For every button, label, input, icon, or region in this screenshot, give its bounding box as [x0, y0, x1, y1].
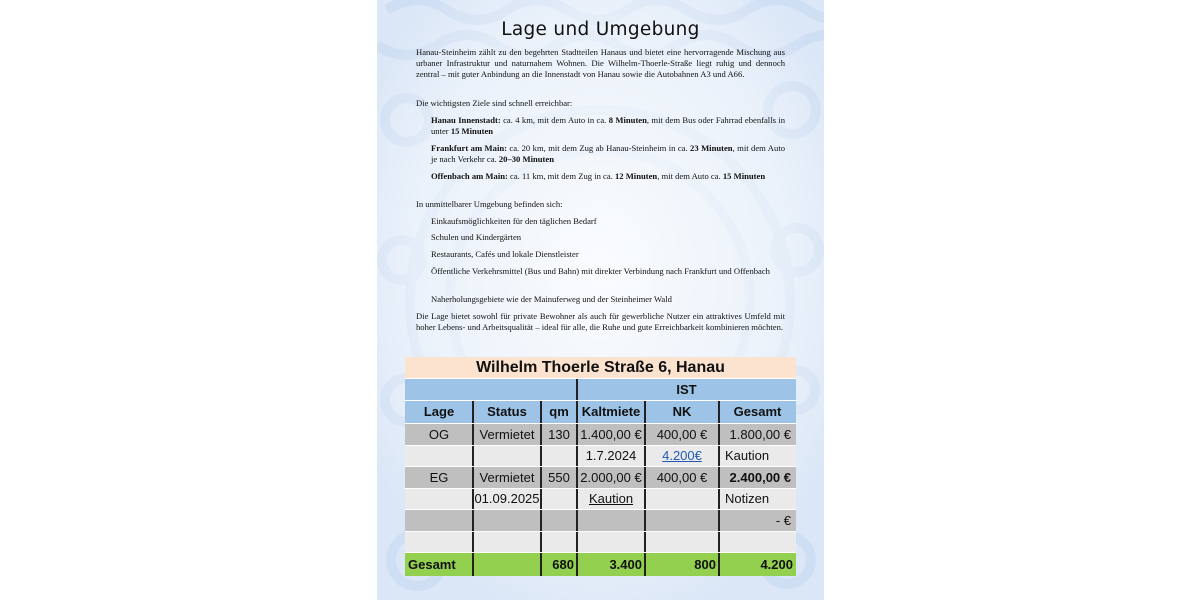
table-cell: 1.800,00 €: [719, 423, 796, 445]
table-header-cell: NK: [645, 400, 719, 423]
table-cell: [405, 445, 473, 466]
table-cell: 130: [541, 423, 577, 445]
table-cell: Kaution: [577, 488, 645, 509]
table-cell: 400,00 €: [645, 423, 719, 445]
destination-time: 8 Minuten: [608, 115, 647, 125]
table-cell: 01.09.2025: [473, 488, 541, 509]
table-cell: - €: [719, 509, 796, 531]
destination-name: Offenbach am Main:: [431, 171, 508, 181]
destination-time: 23 Minuten: [690, 143, 733, 153]
intro-paragraph: Hanau-Steinheim zählt zu den begehrten Stadtteilen Hanaus und bietet eine hervorragende Mischung aus urbaner Infrastruktur und naturnahem Wohnen. Die Wilhelm-Thoerle-Straße liegt ruhig und dennoch zentral – mit guter Anbindung an die Innenstadt von Hanau sowie die Autobahnen A3 und A66.: [416, 47, 785, 80]
table-cell: [473, 445, 541, 466]
table-cell: 400,00 €: [645, 466, 719, 488]
destination-name: Hanau Innenstadt:: [431, 115, 501, 125]
destination-name: Frankfurt am Main:: [431, 143, 507, 153]
table-header-cell: Lage: [405, 400, 473, 423]
destination-text: ca. 4 km, mit dem Auto in ca.: [500, 115, 609, 125]
page-title: Lage und Umgebung: [501, 19, 700, 40]
table-total-cell: 800: [645, 552, 719, 576]
table-cell: [405, 509, 473, 531]
table-total-cell: 680: [541, 552, 577, 576]
table-total-cell: [473, 552, 541, 576]
table-header-cell: qm: [541, 400, 577, 423]
table-cell: 2.400,00 €: [719, 466, 796, 488]
table-row-divider: [405, 423, 796, 424]
table-cell: 1.400,00 €: [577, 423, 645, 445]
destination-hanau: [431, 115, 785, 137]
table-total-cell: 3.400: [577, 552, 645, 576]
table-cell: [719, 531, 796, 552]
table-cell: EG: [405, 466, 473, 488]
destination-time: 15 Minuten: [450, 126, 494, 137]
table-row-divider: [405, 488, 796, 489]
table-cell: 2.000,00 €: [577, 466, 645, 488]
table-cell: [541, 509, 577, 531]
table-cell: 550: [541, 466, 577, 488]
surroundings-heading: In unmittelbarer Umgebung befinden sich:: [416, 199, 563, 209]
table-cell: [577, 531, 645, 552]
table-cell: [405, 488, 473, 509]
surroundings-item: Naherholungsgebiete wie der Mainuferweg und der Steinheimer Wald: [431, 294, 672, 304]
table-title: Wilhelm Thoerle Straße 6, Hanau: [405, 357, 796, 378]
table-cell: [645, 509, 719, 531]
table-cell: [405, 531, 473, 552]
table-cell: [541, 445, 577, 466]
surroundings-item: Schulen und Kindergärten: [431, 232, 522, 242]
table-cell: Kaution: [719, 445, 796, 466]
destination-text: ca. 11 km, mit dem Zug in ca.: [507, 171, 615, 181]
table-cell: [473, 509, 541, 531]
table-row-divider: [405, 531, 796, 532]
table-row-divider: [405, 400, 796, 401]
table-cell[interactable]: 4.200€: [645, 445, 719, 466]
table-cell: [645, 531, 719, 552]
table-row-divider: [405, 466, 796, 467]
destination-text: , mit dem Auto ca.: [657, 171, 723, 181]
table-cell: Vermietet: [473, 466, 541, 488]
destination-text: , mit dem Auto je nach Verkehr ca.: [431, 143, 785, 165]
destination-time: 15 Minuten: [722, 171, 766, 181]
table-row-divider: [405, 378, 796, 379]
document-page: [377, 0, 824, 600]
table-header-cell: Status: [473, 400, 541, 423]
table-total-cell: Gesamt: [405, 552, 473, 576]
closing-paragraph: Die Lage bietet sowohl für private Bewohner als auch für gewerbliche Nutzer ein attraktives Umfeld mit hoher Lebens- und Arbeitsqualität – ideal für alle, die Ruhe und gute Erreichbarkeit kombinieren möchten.: [416, 311, 785, 333]
destination-time: 20–30 Minuten: [498, 154, 554, 165]
table-cell: Notizen: [719, 488, 796, 509]
table-header-cell: Kaltmiete: [577, 400, 645, 423]
surroundings-item: Öffentliche Verkehrsmittel (Bus und Bahn) mit direkter Verbindung nach Frankfurt und Offenbach: [431, 266, 770, 276]
destination-frankfurt: [431, 143, 785, 165]
table-cell: [541, 488, 577, 509]
table-cell: 1.7.2024: [577, 445, 645, 466]
table-row-divider: [405, 445, 796, 446]
table-cell: [473, 531, 541, 552]
table-group-header: IST: [676, 381, 697, 397]
destination-time: 12 Minuten: [614, 171, 658, 181]
destination-text: ca. 20 km, mit dem Zug ab Hanau-Steinheim in ca.: [507, 143, 691, 153]
table-cell: [541, 531, 577, 552]
table-header-cell: Gesamt: [719, 400, 796, 423]
table-row-divider: [405, 509, 796, 510]
destination-offenbach: [431, 171, 785, 182]
table-row-divider: [405, 552, 796, 553]
table-cell: OG: [405, 423, 473, 445]
table-cell: Vermietet: [473, 423, 541, 445]
destination-text: , mit dem Bus oder Fahrrad ebenfalls in unter: [431, 115, 785, 137]
surroundings-item: Einkaufsmöglichkeiten für den täglichen Bedarf: [431, 216, 597, 226]
table-total-cell: 4.200: [719, 552, 796, 576]
table-cell: [645, 488, 719, 509]
rent-table: [405, 357, 796, 576]
table-cell: [577, 509, 645, 531]
goals-heading: Die wichtigsten Ziele sind schnell erreichbar:: [416, 98, 573, 108]
table-column-divider: [576, 378, 578, 400]
surroundings-item: Restaurants, Cafés und lokale Dienstleister: [431, 249, 579, 259]
